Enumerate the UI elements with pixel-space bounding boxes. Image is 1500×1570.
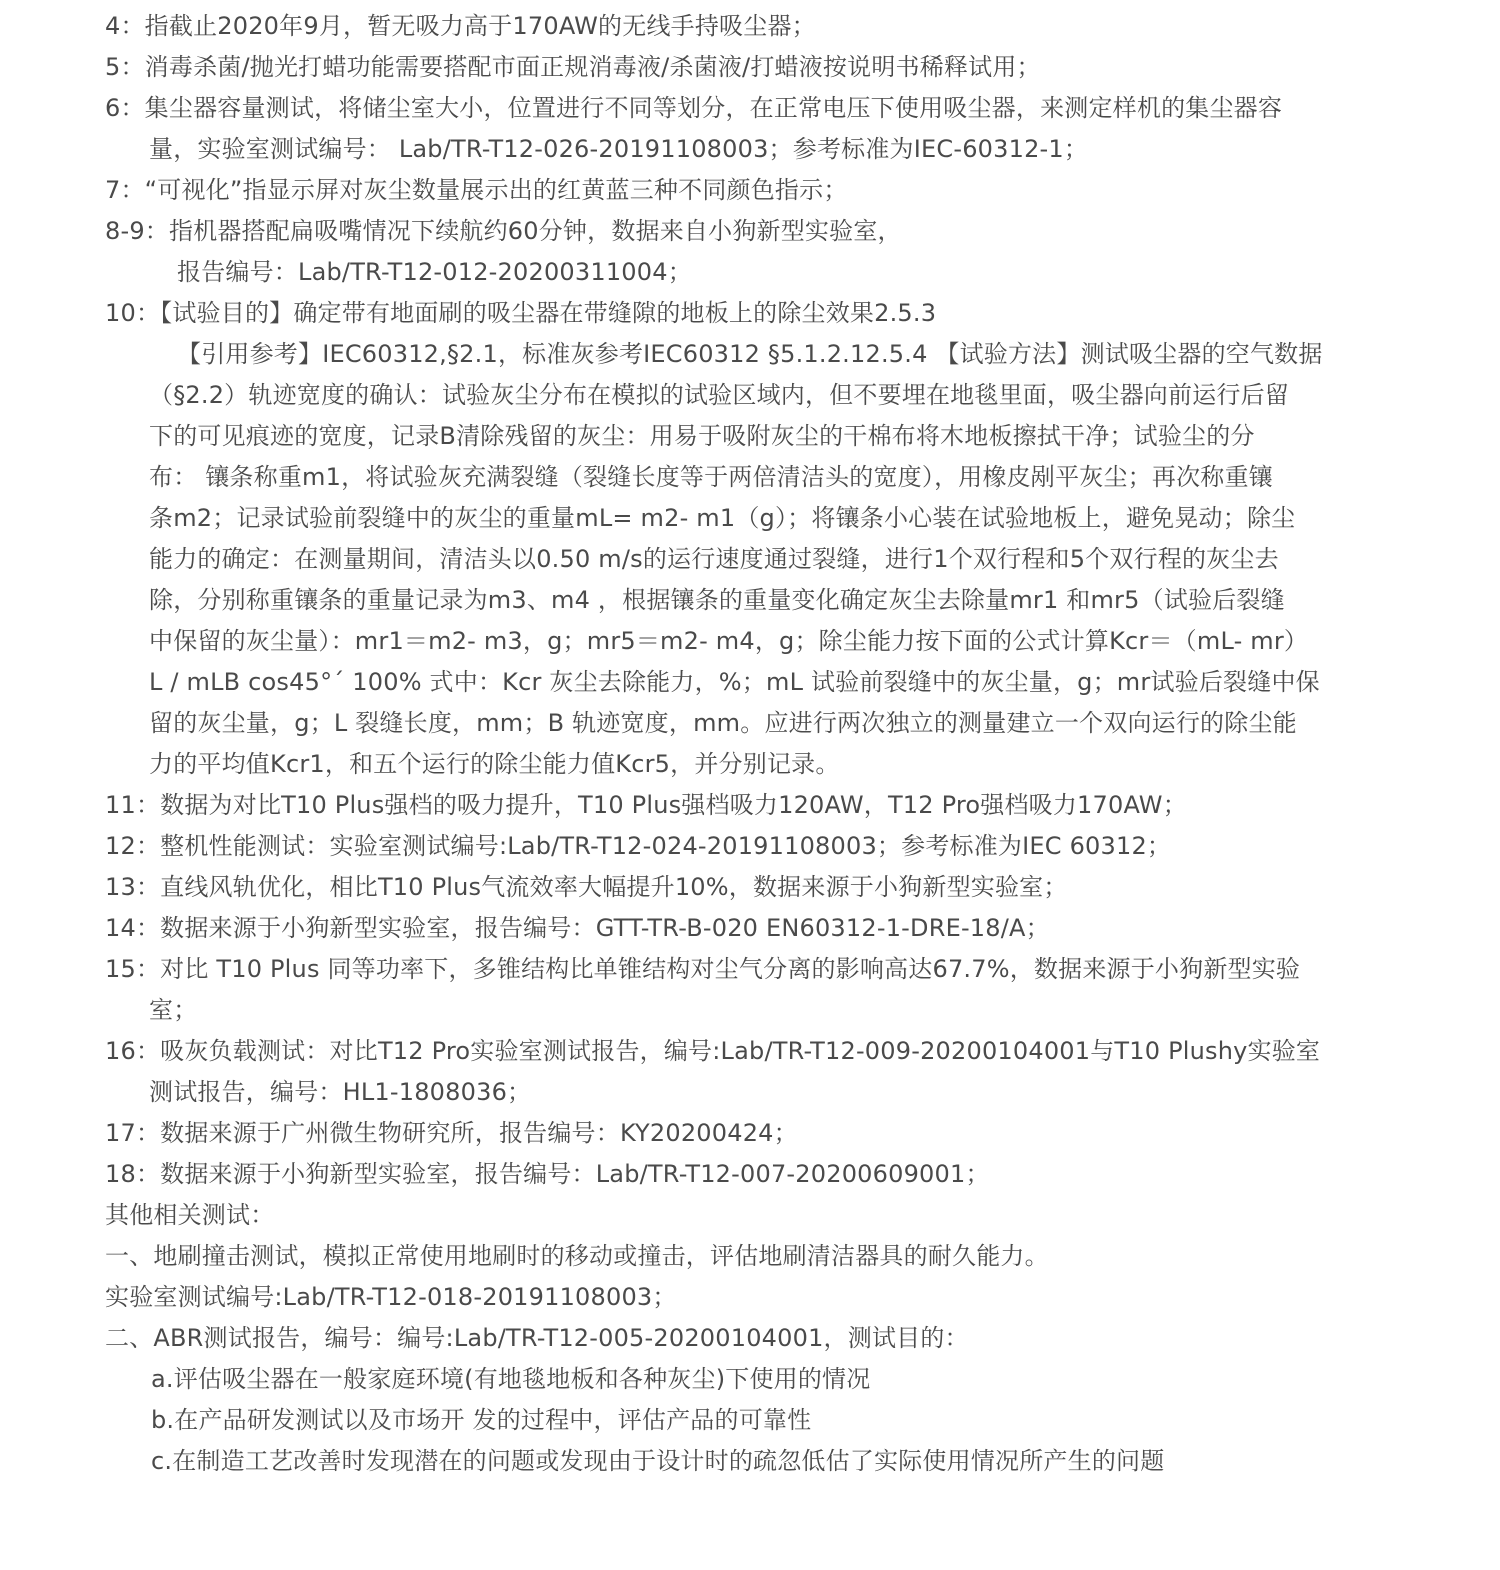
- other-test-2-b: b.在产品研发测试以及市场开 发的过程中，评估产品的可靠性: [151, 1406, 812, 1434]
- note-10-line-11: 留的灰尘量，g；L 裂缝长度，mm；B 轨迹宽度，mm。应进行两次独立的测量建立一个双向运行的除尘能: [149, 709, 1297, 737]
- note-13: 13：直线风轨优化，相比T10 Plus气流效率大幅提升10%，数据来源于小狗新型实验室；: [105, 873, 1068, 901]
- note-4: 4：指截止2020年9月，暂无吸力高于170AW的无线手持吸尘器；: [105, 12, 816, 40]
- note-10-line-3: （§2.2）轨迹宽度的确认：试验灰尘分布在模拟的试验区域内，但不要埋在地毯里面，吸尘器向前运行后留: [149, 381, 1289, 409]
- other-test-1-code: 实验室测试编号:Lab/TR-T12-018-20191108003；: [105, 1283, 677, 1311]
- other-test-2: 二、ABR测试报告，编号：编号:Lab/TR-T12-005-20200104001，测试目的：: [105, 1324, 969, 1352]
- note-10-line-2: 【引用参考】IEC60312,§2.1，标准灰参考IEC60312 §5.1.2.12.5.4 【试验方法】测试吸尘器的空气数据: [177, 340, 1323, 368]
- note-8-9-line-2: 报告编号：Lab/TR-T12-012-20200311004；: [177, 258, 692, 286]
- note-11: 11：数据为对比T10 Plus强档的吸力提升，T10 Plus强档吸力120AW，T12 Pro强档吸力170AW；: [105, 791, 1187, 819]
- note-14: 14：数据来源于小狗新型实验室，报告编号：GTT-TR-B-020 EN60312-1-DRE-18/A；: [105, 914, 1050, 942]
- note-7: 7：“可视化”指显示屏对灰尘数量展示出的红黄蓝三种不同颜色指示；: [105, 176, 848, 204]
- note-10-line-9: 中保留的灰尘量）：mr1＝m2- m3，g；mr5＝m2- m4，g；除尘能力按下面的公式计算Kcr＝（mL- mr）: [149, 627, 1309, 655]
- note-10-line-6: 条m2；记录试验前裂缝中的灰尘的重量mL= m2- m1（g）；将镶条小心装在试验地板上，避免晃动；除尘: [149, 504, 1296, 532]
- other-test-2-a: a.评估吸尘器在一般家庭环境(有地毯地板和各种灰尘)下使用的情况: [151, 1365, 871, 1393]
- other-tests-heading: 其他相关测试：: [105, 1201, 275, 1229]
- other-test-1: 一、地刷撞击测试，模拟正常使用地刷时的移动或撞击，评估地刷清洁器具的耐久能力。: [105, 1242, 1049, 1270]
- note-15-line-2: 室；: [149, 996, 198, 1024]
- note-12: 12：整机性能测试：实验室测试编号:Lab/TR-T12-024-20191108003；参考标准为IEC 60312；: [105, 832, 1172, 860]
- note-5: 5：消毒杀菌/抛光打蜡功能需要搭配市面正规消毒液/杀菌液/打蜡液按说明书稀释试用；: [105, 53, 1041, 81]
- note-16-line-1: 16：吸灰负载测试：对比T12 Pro实验室测试报告，编号:Lab/TR-T12-009-20200104001与T10 Plushy实验室: [105, 1037, 1321, 1065]
- note-10-line-7: 能力的确定：在测量期间，清洁头以0.50 m/s的运行速度通过裂缝，进行1个双行程和5个双行程的灰尘去: [149, 545, 1279, 573]
- note-10-line-8: 除，分别称重镶条的重量记录为m3、m4 ，根据镶条的重量变化确定灰尘去除量mr1 和mr5（试验后裂缝: [149, 586, 1285, 614]
- other-test-2-c: c.在制造工艺改善时发现潜在的问题或发现由于设计时的疏忽低估了实际使用情况所产生的问题: [151, 1447, 1165, 1475]
- note-17: 17：数据来源于广州微生物研究所，报告编号：KY20200424；: [105, 1119, 798, 1147]
- note-8-9-line-1: 8-9：指机器搭配扁吸嘴情况下续航约60分钟，数据来自小狗新型实验室，: [105, 217, 902, 245]
- note-15-line-1: 15：对比 T10 Plus 同等功率下，多锥结构比单锥结构对尘气分离的影响高达67.7%，数据来源于小狗新型实验: [105, 955, 1301, 983]
- note-18: 18：数据来源于小狗新型实验室，报告编号：Lab/TR-T12-007-20200609001；: [105, 1160, 990, 1188]
- footnotes-document: [105, 6, 1415, 1482]
- note-10-line-12: 力的平均值Kcr1，和五个运行的除尘能力值Kcr5，并分别记录。: [149, 750, 840, 778]
- note-10-line-1: 10：【试验目的】确定带有地面刷的吸尘器在带缝隙的地板上的除尘效果2.5.3: [105, 299, 937, 327]
- note-10-line-10: L / mLB cos45°´ 100% 式中：Kcr 灰尘去除能力，%；mL 试验前裂缝中的灰尘量，g；mr试验后裂缝中保: [149, 668, 1320, 696]
- note-6-line-1: 6：集尘器容量测试，将储尘室大小，位置进行不同等划分，在正常电压下使用吸尘器，来测定样机的集尘器容: [105, 94, 1283, 122]
- note-16-line-2: 测试报告，编号：HL1-1808036；: [149, 1078, 532, 1106]
- note-10-line-4: 下的可见痕迹的宽度，记录B清除残留的灰尘：用易于吸附灰尘的干棉布将木地板擦拭干净；试验尘的分: [149, 422, 1255, 450]
- note-10-line-5: 布： 镶条称重m1，将试验灰充满裂缝（裂缝长度等于两倍清洁头的宽度），用橡皮剐平灰尘；再次称重镶: [149, 463, 1273, 491]
- note-6-line-2: 量，实验室测试编号： Lab/TR-T12-026-20191108003；参考标准为IEC-60312-1；: [149, 135, 1089, 163]
